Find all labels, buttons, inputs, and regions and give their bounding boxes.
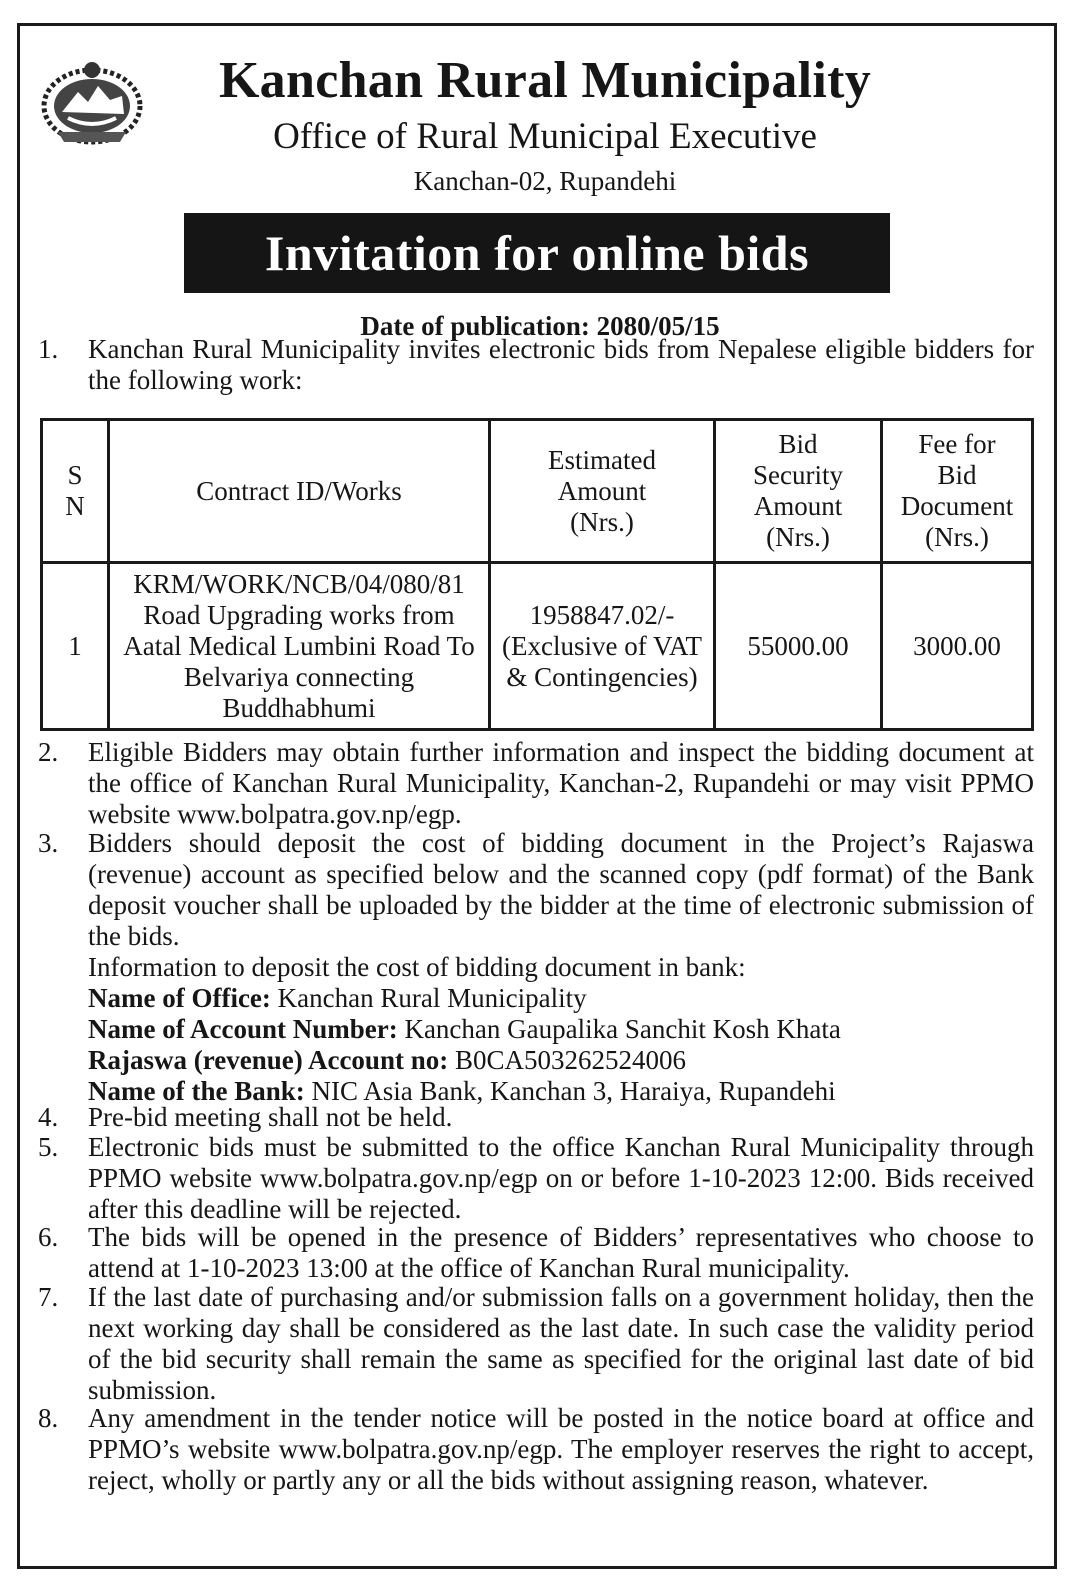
- point-3: [38, 828, 1034, 1107]
- point-number: 8.: [38, 1403, 59, 1433]
- header-fee: Fee for Bid Document (Nrs.): [882, 420, 1033, 563]
- cell-estimated: 1958847.02/- (Exclusive of VAT & Contingencies): [490, 563, 715, 730]
- point-8: [38, 1403, 1034, 1496]
- bank-intro: Information to deposit the cost of bidding document in bank:: [88, 952, 746, 982]
- table-header-row: [42, 420, 1033, 563]
- point-number: 6.: [38, 1222, 59, 1252]
- cell-work: KRM/WORK/NCB/04/080/81 Road Upgrading works from Aatal Medical Lumbini Road To Belvariya connecting Buddhabhumi: [109, 563, 490, 730]
- point-text: Bidders should deposit the cost of bidding document in the Project’s Rajaswa (revenue) account as specified below and the scanned copy (pdf format) of the Bank deposit voucher shall be uploaded by the bidder at the time of electronic submission of the bids.: [88, 828, 1034, 951]
- header-estimated: Estimated Amount (Nrs.): [490, 420, 715, 563]
- point-number: 7.: [38, 1282, 59, 1312]
- point-6: [38, 1222, 1034, 1284]
- bank-name-label: Name of the Bank:: [88, 1076, 305, 1106]
- bank-name-value: NIC Asia Bank, Kanchan 3, Haraiya, Rupandehi: [304, 1076, 836, 1106]
- bank-office-value: Kanchan Rural Municipality: [270, 983, 587, 1013]
- point-number: 3.: [38, 828, 59, 858]
- office-subtitle: Office of Rural Municipal Executive: [273, 116, 817, 157]
- point-number: 2.: [38, 737, 59, 767]
- bank-office-line: [88, 983, 1034, 1014]
- point-4: [38, 1102, 1034, 1133]
- bank-account-name-line: [88, 1014, 1034, 1045]
- point-text: The bids will be opened in the presence of Bidders’ representatives who choose to attend at 1-10-2023 13:00 at the office of Kanchan Rural municipality.: [88, 1222, 1034, 1283]
- point-text: Pre-bid meeting shall not be held.: [88, 1102, 453, 1132]
- point-2: [38, 737, 1034, 830]
- point-text: Electronic bids must be submitted to the office Kanchan Rural Municipality through PPMO website www.bolpatra.gov.np/egp on or before 1-10-2023 12:00. Bids received after this deadline will be rejected.: [88, 1132, 1034, 1224]
- point-text: Any amendment in the tender notice will be posted in the notice board at office and PPMO’s website www.bolpatra.gov.np/egp. The employer reserves the right to accept, reject, wholly or partly any or all the bids without assigning reason, whatever.: [88, 1403, 1034, 1495]
- point-number: 5.: [38, 1132, 59, 1162]
- header-sn: S N: [42, 420, 109, 563]
- point-number: 4.: [38, 1102, 59, 1132]
- point-text: Eligible Bidders may obtain further information and inspect the bidding document at the office of Kanchan Rural Municipality, Kanchan-2, Rupandehi or may visit PPMO website www.bolpatra.gov.np/egp.: [88, 737, 1034, 829]
- point-7: [38, 1282, 1034, 1406]
- bank-account-name-label: Name of Account Number:: [88, 1014, 398, 1044]
- header-contract: Contract ID/Works: [109, 420, 490, 563]
- header-security: Bid Security Amount (Nrs.): [715, 420, 882, 563]
- point-5: [38, 1132, 1034, 1225]
- bank-account-name-value: Kanchan Gaupalika Sanchit Kosh Khata: [397, 1014, 841, 1044]
- bank-office-label: Name of Office:: [88, 983, 271, 1013]
- publication-date: Date of publication: 2080/05/15: [360, 311, 720, 341]
- cell-fee: 3000.00: [882, 563, 1033, 730]
- bids-table: [40, 418, 1034, 731]
- notice-banner: Invitation for online bids: [184, 213, 890, 293]
- cell-security: 55000.00: [715, 563, 882, 730]
- point-1: [38, 334, 1034, 396]
- cell-sn: 1: [42, 563, 109, 730]
- point-text: Kanchan Rural Municipality invites electronic bids from Nepalese eligible bidders for the following work:: [88, 334, 1034, 395]
- bank-account-no-label: Rajaswa (revenue) Account no:: [88, 1045, 449, 1075]
- office-address: Kanchan-02, Rupandehi: [413, 166, 677, 196]
- nepal-emblem-icon: [40, 56, 144, 146]
- bank-account-no-line: [88, 1045, 1034, 1076]
- bank-account-no-value: B0CA503262524006: [448, 1045, 686, 1075]
- table-row: [42, 563, 1033, 730]
- municipality-title: Kanchan Rural Municipality: [218, 52, 872, 109]
- point-text: If the last date of purchasing and/or submission falls on a government holiday, then the next working day shall be considered as the last date. In such case the validity period of the bid security shall remain the same as specified for the original last date of bid submission.: [88, 1282, 1034, 1405]
- point-number: 1.: [38, 334, 59, 364]
